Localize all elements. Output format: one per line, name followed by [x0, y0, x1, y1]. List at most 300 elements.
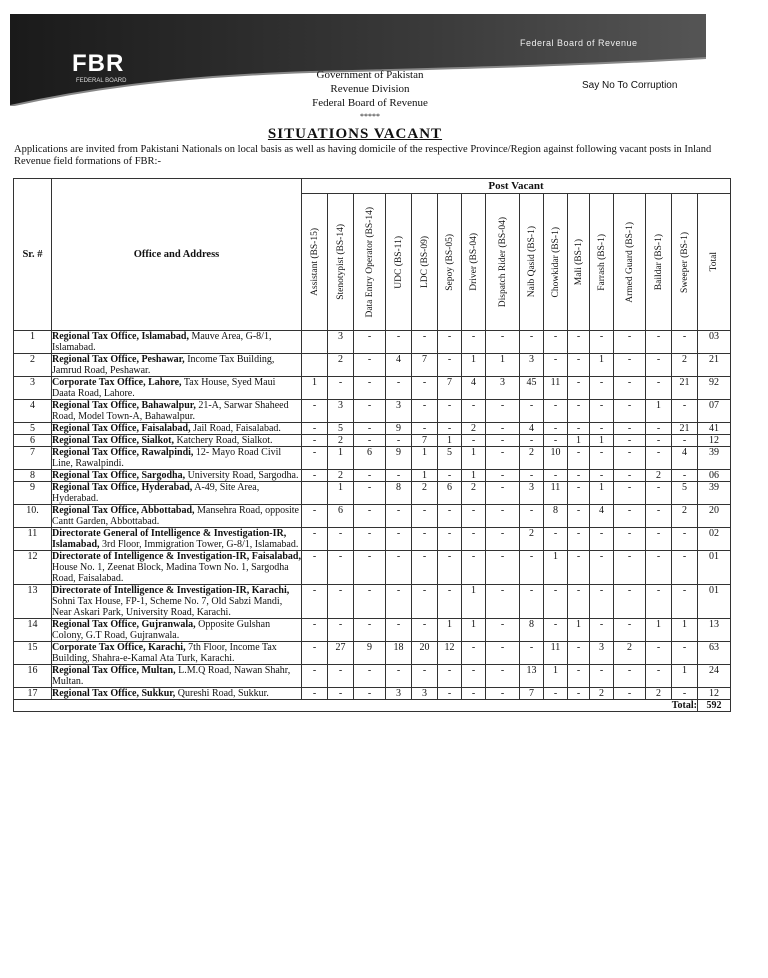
post-count: 18 — [386, 642, 412, 665]
post-count: - — [568, 665, 590, 688]
table-row — [14, 377, 731, 400]
post-count: - — [486, 528, 520, 551]
post-count: - — [614, 377, 646, 400]
post-count: - — [590, 377, 614, 400]
post-count: - — [386, 377, 412, 400]
row-total: 06 — [698, 470, 731, 482]
post-count: - — [614, 528, 646, 551]
post-count: - — [462, 551, 486, 585]
post-count: - — [520, 585, 544, 619]
office-name: Regional Tax Office, Islamabad, — [52, 331, 189, 342]
post-count: - — [302, 470, 328, 482]
post-count: 10 — [544, 447, 568, 470]
office-address — [52, 528, 302, 551]
post-count: - — [590, 665, 614, 688]
post-count: - — [568, 447, 590, 470]
table-row — [14, 505, 731, 528]
post-count: 2 — [590, 688, 614, 700]
post-count: 1 — [438, 435, 462, 447]
row-number: 12 — [14, 551, 52, 585]
post-header — [386, 194, 412, 331]
office-street: University Road, Sargodha. — [185, 470, 299, 481]
post-count: - — [544, 331, 568, 354]
post-count: - — [544, 585, 568, 619]
post-count: - — [386, 619, 412, 642]
row-total: 12 — [698, 688, 731, 700]
table-row — [14, 354, 731, 377]
post-count: - — [386, 331, 412, 354]
post-count: - — [590, 585, 614, 619]
post-count: 12 — [438, 642, 462, 665]
post-count: - — [672, 435, 698, 447]
office-address — [52, 585, 302, 619]
post-count: - — [486, 619, 520, 642]
post-count: - — [302, 665, 328, 688]
row-number: 3 — [14, 377, 52, 400]
post-count: - — [354, 551, 386, 585]
post-count: 3 — [520, 354, 544, 377]
post-header — [646, 194, 672, 331]
post-header-label: LDC (BS-09) — [419, 236, 430, 288]
table-row — [14, 435, 731, 447]
office-street: Income Tax Building, Jamrud Road, Peshawar. — [52, 354, 275, 376]
post-header — [590, 194, 614, 331]
vacancy-table — [13, 178, 731, 712]
post-count: 7 — [412, 435, 438, 447]
post-count: 9 — [386, 447, 412, 470]
post-count: - — [486, 551, 520, 585]
post-count: - — [462, 331, 486, 354]
post-count: - — [568, 585, 590, 619]
post-count: - — [302, 435, 328, 447]
post-header-label: Sepoy (BS-05) — [444, 233, 455, 291]
office-street: Mauve Area, G-8/1, Islamabad. — [52, 331, 272, 353]
row-total: 01 — [698, 551, 731, 585]
post-count: - — [614, 447, 646, 470]
post-count: - — [438, 423, 462, 435]
post-count: 3 — [412, 688, 438, 700]
post-count: - — [614, 505, 646, 528]
post-header — [412, 194, 438, 331]
table-row — [14, 400, 731, 423]
post-count: 1 — [568, 435, 590, 447]
post-count: - — [590, 619, 614, 642]
office-name: Regional Tax Office, Gujranwala, — [52, 619, 196, 630]
post-count: - — [568, 528, 590, 551]
row-number: 1 — [14, 331, 52, 354]
post-count: - — [462, 528, 486, 551]
row-total: 39 — [698, 482, 731, 505]
post-count: - — [462, 688, 486, 700]
post-count: 2 — [672, 354, 698, 377]
post-header — [486, 194, 520, 331]
post-count: 2 — [328, 354, 354, 377]
post-count: - — [590, 423, 614, 435]
post-count: 2 — [462, 482, 486, 505]
post-count: - — [520, 551, 544, 585]
post-count: 2 — [672, 505, 698, 528]
row-number: 7 — [14, 447, 52, 470]
post-count: 2 — [328, 470, 354, 482]
post-count: - — [328, 551, 354, 585]
post-count: 8 — [520, 619, 544, 642]
office-address — [52, 688, 302, 700]
post-count: - — [672, 470, 698, 482]
post-header — [698, 194, 731, 331]
post-count: 3 — [328, 400, 354, 423]
post-count: - — [590, 551, 614, 585]
office-address — [52, 505, 302, 528]
office-header: Office and Address — [52, 179, 302, 331]
post-count — [302, 482, 328, 505]
post-count: - — [412, 528, 438, 551]
post-count: - — [354, 423, 386, 435]
post-count: - — [672, 551, 698, 585]
post-count: - — [520, 435, 544, 447]
post-count: - — [520, 642, 544, 665]
post-count: 1 — [328, 482, 354, 505]
post-header — [544, 194, 568, 331]
post-count: - — [568, 400, 590, 423]
post-count: - — [646, 505, 672, 528]
post-count: - — [544, 435, 568, 447]
gov-line-stars: ***** — [360, 112, 380, 121]
intro-paragraph: Applications are invited from Pakistani Nationals on local basis as well as having domicile of the respective Province/Region against following vacant posts in Inland Revenue field formations of FBR:- — [14, 144, 712, 167]
row-total: 24 — [698, 665, 731, 688]
post-count: - — [614, 482, 646, 505]
post-count: 1 — [544, 551, 568, 585]
post-count: 8 — [386, 482, 412, 505]
post-count: - — [614, 688, 646, 700]
office-address — [52, 377, 302, 400]
post-count: - — [354, 482, 386, 505]
office-address — [52, 642, 302, 665]
office-name: Regional Tax Office, Multan, — [52, 665, 176, 676]
post-count: - — [354, 331, 386, 354]
post-count: 1 — [646, 619, 672, 642]
post-count: - — [672, 400, 698, 423]
post-count: - — [568, 377, 590, 400]
post-count: - — [544, 354, 568, 377]
post-count: - — [672, 331, 698, 354]
post-count: - — [438, 688, 462, 700]
post-count: 11 — [544, 482, 568, 505]
row-total: 01 — [698, 585, 731, 619]
table-row — [14, 331, 731, 354]
office-street: 7th Floor, Income Tax Building, Shahra-e-Kamal Ata Turk, Karachi. — [52, 642, 277, 664]
post-count: - — [354, 619, 386, 642]
post-count: - — [302, 642, 328, 665]
post-count: 3 — [590, 642, 614, 665]
post-count: - — [302, 400, 328, 423]
post-count: - — [544, 470, 568, 482]
post-header-label: UDC (BS-11) — [393, 235, 404, 289]
office-street: Opposite Gulshan Colony, G.T Road, Gujranwala. — [52, 619, 271, 641]
post-count: 1 — [438, 619, 462, 642]
row-number: 17 — [14, 688, 52, 700]
post-count: - — [302, 688, 328, 700]
post-count: - — [412, 551, 438, 585]
post-count: - — [520, 505, 544, 528]
post-count: 1 — [568, 619, 590, 642]
post-count: 7 — [438, 377, 462, 400]
post-count: - — [412, 377, 438, 400]
post-count: 1 — [544, 665, 568, 688]
anti-corruption-slogan: Say No To Corruption — [582, 80, 678, 91]
post-count: 3 — [386, 400, 412, 423]
row-total: 92 — [698, 377, 731, 400]
post-count: - — [412, 331, 438, 354]
post-count: - — [354, 665, 386, 688]
post-header-label: Farrash (BS-1) — [596, 233, 607, 291]
post-count: 1 — [412, 447, 438, 470]
post-count: - — [354, 400, 386, 423]
table-row — [14, 551, 731, 585]
post-count: 1 — [646, 400, 672, 423]
post-count: - — [544, 423, 568, 435]
office-name: Regional Tax Office, Sialkot, — [52, 435, 174, 446]
post-count: - — [386, 505, 412, 528]
post-count: 4 — [672, 447, 698, 470]
post-count: - — [486, 665, 520, 688]
post-count: 11 — [544, 377, 568, 400]
post-count — [302, 331, 328, 354]
post-count: 2 — [520, 528, 544, 551]
row-number: 13 — [14, 585, 52, 619]
post-count: 6 — [328, 505, 354, 528]
post-header — [568, 194, 590, 331]
office-name: Regional Tax Office, Peshawar, — [52, 354, 185, 365]
sr-header: Sr. # — [14, 179, 52, 331]
post-count: - — [354, 688, 386, 700]
post-count: - — [328, 688, 354, 700]
office-name: Regional Tax Office, Sargodha, — [52, 470, 186, 481]
post-count: - — [438, 551, 462, 585]
post-count: - — [354, 585, 386, 619]
row-number: 11 — [14, 528, 52, 551]
banner-tagline: Federal Board of Revenue — [520, 38, 638, 48]
post-count: - — [646, 377, 672, 400]
post-count: 4 — [590, 505, 614, 528]
office-street: House No. 1, Zeenat Block, Madina Town No. 1, Sargodha Road, Faisalabad. — [52, 562, 289, 584]
post-count: - — [354, 377, 386, 400]
post-count: 20 — [412, 642, 438, 665]
post-count: - — [328, 528, 354, 551]
post-count: - — [386, 528, 412, 551]
row-number: 5 — [14, 423, 52, 435]
office-address — [52, 619, 302, 642]
fbr-logo: FBR — [72, 50, 125, 77]
post-count: 9 — [386, 423, 412, 435]
post-count: - — [412, 423, 438, 435]
post-count: - — [646, 435, 672, 447]
post-count: - — [462, 665, 486, 688]
row-total: 07 — [698, 400, 731, 423]
post-count: - — [302, 447, 328, 470]
post-count: - — [672, 642, 698, 665]
office-name: Directorate of Intelligence & Investigation-IR, Faisalabad, — [52, 551, 301, 562]
post-count: - — [568, 688, 590, 700]
post-count: - — [590, 470, 614, 482]
post-count: - — [646, 585, 672, 619]
office-street: Katchery Road, Sialkot. — [173, 435, 273, 446]
row-total: 13 — [698, 619, 731, 642]
post-count: - — [328, 619, 354, 642]
post-count: 21 — [672, 377, 698, 400]
post-count: - — [328, 377, 354, 400]
post-count: - — [438, 331, 462, 354]
post-count: 9 — [354, 642, 386, 665]
post-count: 5 — [328, 423, 354, 435]
post-count: - — [646, 551, 672, 585]
post-count: 27 — [328, 642, 354, 665]
office-street: L.M.Q Road, Nawan Shahr, Multan. — [52, 665, 291, 687]
row-number: 2 — [14, 354, 52, 377]
row-number: 10. — [14, 505, 52, 528]
page-title: SITUATIONS VACANT — [267, 126, 443, 142]
post-count: 7 — [412, 354, 438, 377]
row-total: 12 — [698, 435, 731, 447]
office-street: A-49, Site Area, Hyderabad. — [52, 482, 260, 504]
post-header — [520, 194, 544, 331]
post-count: - — [354, 354, 386, 377]
post-count: - — [568, 505, 590, 528]
post-count: - — [438, 470, 462, 482]
office-address — [52, 423, 302, 435]
post-count: - — [672, 688, 698, 700]
post-count: - — [646, 423, 672, 435]
post-count: - — [614, 354, 646, 377]
post-count: 7 — [520, 688, 544, 700]
table-row — [14, 585, 731, 619]
office-street: 12- Mayo Road Civil Line, Rawalpindi. — [52, 447, 282, 469]
office-street: Sohni Tax House, FP-1, Scheme No. 7, Old Sabzi Mandi, Near Askari Park, University Road, Karachi. — [52, 596, 283, 618]
post-count: - — [354, 505, 386, 528]
post-count: 6 — [438, 482, 462, 505]
post-count: - — [614, 423, 646, 435]
post-count: 1 — [462, 447, 486, 470]
post-count: 2 — [614, 642, 646, 665]
post-header — [354, 194, 386, 331]
post-count: - — [412, 619, 438, 642]
post-count: - — [568, 423, 590, 435]
office-name: Regional Tax Office, Abbottabad, — [52, 505, 195, 516]
post-count: - — [544, 688, 568, 700]
post-count: 4 — [386, 354, 412, 377]
post-header — [614, 194, 646, 331]
post-count: 1 — [590, 354, 614, 377]
post-count: - — [614, 585, 646, 619]
row-number: 6 — [14, 435, 52, 447]
post-count: - — [486, 435, 520, 447]
post-count: - — [386, 551, 412, 585]
post-vacant-header: Post Vacant — [302, 179, 731, 194]
row-total: 21 — [698, 354, 731, 377]
post-count: - — [614, 400, 646, 423]
post-count: 13 — [520, 665, 544, 688]
post-count: - — [520, 400, 544, 423]
post-count: - — [614, 435, 646, 447]
post-count: 21 — [672, 423, 698, 435]
post-count: 2 — [328, 435, 354, 447]
post-header-label: Driver (BS-04) — [468, 233, 479, 291]
post-count: - — [462, 642, 486, 665]
gov-line-2: Revenue Division — [330, 83, 410, 95]
office-street: 3rd Floor, Immigration Tower, G-8/1, Islamabad. — [99, 539, 299, 550]
post-count — [302, 354, 328, 377]
post-count: - — [614, 619, 646, 642]
post-count: 1 — [412, 470, 438, 482]
post-count: 2 — [646, 470, 672, 482]
post-count: - — [302, 585, 328, 619]
post-count: - — [354, 528, 386, 551]
post-count: - — [590, 528, 614, 551]
total-label: Total: — [14, 700, 698, 712]
office-name: Regional Tax Office, Bahawalpur, — [52, 400, 196, 411]
post-count: 1 — [672, 619, 698, 642]
post-count: 6 — [354, 447, 386, 470]
post-count: - — [412, 665, 438, 688]
post-header-label: Total — [709, 252, 720, 272]
table-row — [14, 642, 731, 665]
post-count: - — [412, 400, 438, 423]
post-header-label: Chowkidar (BS-1) — [550, 226, 561, 298]
post-count: 11 — [544, 642, 568, 665]
office-address — [52, 354, 302, 377]
office-name: Corporate Tax Office, Lahore, — [52, 377, 182, 388]
post-count: 2 — [646, 688, 672, 700]
post-count: - — [328, 585, 354, 619]
row-number: 9 — [14, 482, 52, 505]
post-count: - — [486, 482, 520, 505]
post-header — [328, 194, 354, 331]
post-header-label: Stenotypist (BS-14) — [335, 224, 346, 300]
post-count: - — [590, 331, 614, 354]
row-total: 02 — [698, 528, 731, 551]
post-count: - — [646, 528, 672, 551]
table-row — [14, 619, 731, 642]
office-name: Directorate of Intelligence & Investigation-IR, Karachi, — [52, 585, 290, 596]
post-count: - — [486, 688, 520, 700]
post-count: 1 — [590, 435, 614, 447]
total-row — [14, 700, 731, 712]
post-count: - — [412, 505, 438, 528]
row-total: 63 — [698, 642, 731, 665]
post-header — [302, 194, 328, 331]
post-count: 1 — [328, 447, 354, 470]
post-count: - — [614, 551, 646, 585]
post-header — [462, 194, 486, 331]
post-count: - — [486, 331, 520, 354]
post-count: - — [646, 482, 672, 505]
post-header-label: Baildar (BS-1) — [653, 233, 664, 291]
post-count: - — [646, 642, 672, 665]
post-count: - — [354, 435, 386, 447]
post-count: 1 — [462, 585, 486, 619]
post-count: 3 — [520, 482, 544, 505]
office-name: Regional Tax Office, Rawalpindi, — [52, 447, 194, 458]
row-total: 41 — [698, 423, 731, 435]
post-header — [438, 194, 462, 331]
post-count: 1 — [462, 354, 486, 377]
post-count: - — [568, 482, 590, 505]
post-header-label: Naib Qasid (BS-1) — [526, 226, 537, 298]
post-header-label: Mali (BS-1) — [573, 238, 584, 286]
table-row — [14, 447, 731, 470]
post-count: 3 — [486, 377, 520, 400]
gov-line-3: Federal Board of Revenue — [312, 97, 428, 109]
post-count: - — [438, 585, 462, 619]
